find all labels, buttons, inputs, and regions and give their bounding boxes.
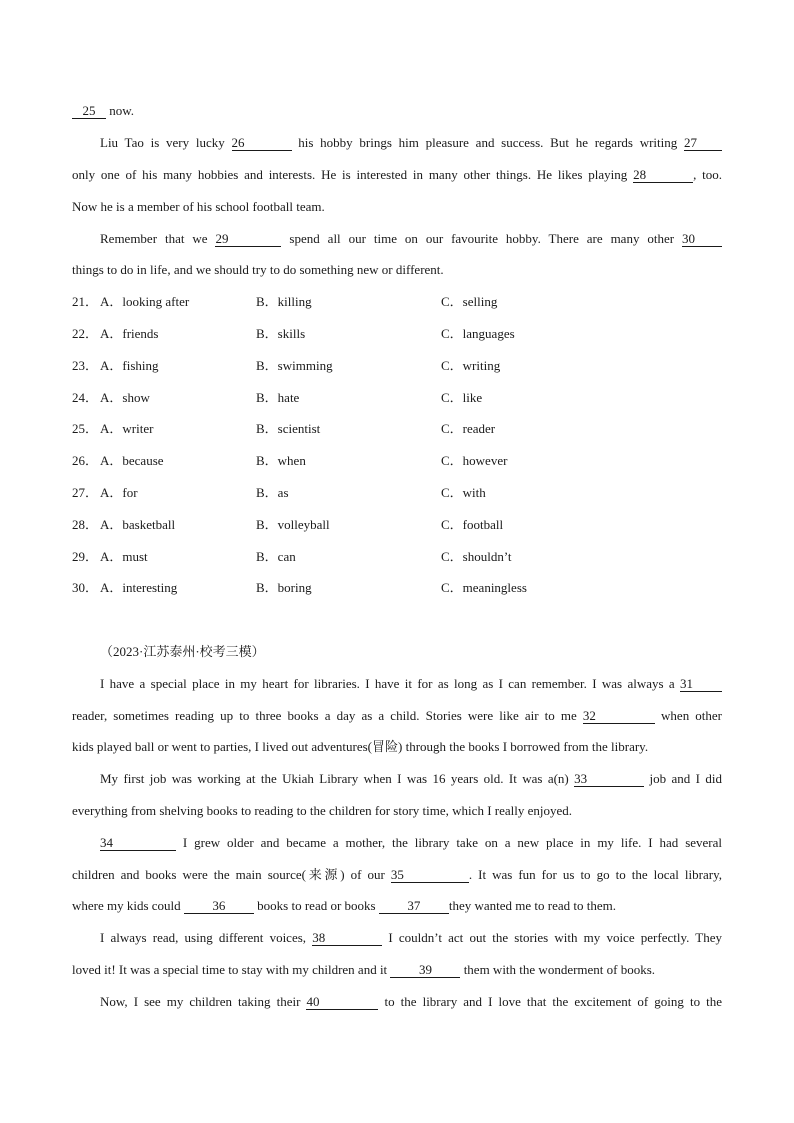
option-c[interactable]: C．reader: [441, 421, 496, 436]
blank-31[interactable]: 31: [680, 677, 722, 692]
question-26: 26． A．because B．when C．however: [72, 453, 508, 468]
passage2-line-2: reader, sometimes reading up to three books a day as a child. Stories were like air to me 32 when other: [72, 708, 723, 723]
passage2-line-11: Now, I see my children taking their 40 to the library and I love that the excitement of going to the: [100, 994, 722, 1009]
passage2-line-8: where my kids could 36 books to read or books 37 they wanted me to read to them.: [72, 898, 616, 913]
passage1-line-3: Now he is a member of his school football team.: [72, 199, 325, 214]
passage1-line-0: 25 now.: [72, 103, 722, 119]
source-label: （2023·江苏泰州·校考三模）: [100, 644, 265, 659]
option-c[interactable]: C．meaningless: [441, 580, 527, 595]
question-27: 27． A．for B．as C．with: [72, 485, 486, 500]
passage2-line-5: everything from shelving books to reading to the children for story time, which I really enjoyed.: [72, 803, 573, 818]
option-b[interactable]: B．boring: [256, 580, 312, 595]
option-c[interactable]: C．shouldn’t: [441, 549, 512, 564]
blank-33[interactable]: 33: [574, 772, 644, 787]
option-b[interactable]: B．swimming: [256, 358, 333, 373]
option-a[interactable]: A．friends: [100, 326, 159, 341]
question-29: 29． A．must B．can C．shouldn’t: [72, 549, 512, 564]
passage1-line-1: Liu Tao is very lucky 26 his hobby brings him pleasure and success. But he regards writing 27: [100, 135, 722, 151]
blank-34[interactable]: 34: [100, 836, 176, 851]
question-23: 23． A．fishing B．swimming C．writing: [72, 358, 501, 373]
passage2-line-3: kids played ball or went to parties, I lived out adventures(冒险) through the books I borrowed from the library.: [72, 739, 649, 754]
blank-39[interactable]: 39: [390, 963, 460, 978]
option-c[interactable]: C．like: [441, 390, 483, 405]
option-b[interactable]: B．can: [256, 549, 296, 564]
option-c[interactable]: C．however: [441, 453, 508, 468]
blank-27[interactable]: 27: [684, 136, 722, 151]
option-a[interactable]: A．fishing: [100, 358, 159, 373]
passage2-line-4: My first job was working at the Ukiah Library when I was 16 years old. It was a(n) 33 job and I did: [100, 771, 723, 786]
option-a[interactable]: A．for: [100, 485, 138, 500]
option-c[interactable]: C．writing: [441, 358, 501, 373]
blank-28[interactable]: 28: [633, 168, 693, 183]
passage1-line-5: things to do in life, and we should try to do something new or different.: [72, 262, 444, 277]
question-21: 21． A．looking after B．killing C．selling: [72, 294, 498, 309]
blank-26[interactable]: 26: [232, 136, 292, 151]
question-22: 22． A．friends B．skills C．languages: [72, 326, 515, 341]
option-a[interactable]: A．because: [100, 453, 164, 468]
option-c[interactable]: C．languages: [441, 326, 515, 341]
option-b[interactable]: B．as: [256, 485, 289, 500]
option-b[interactable]: B．volleyball: [256, 517, 330, 532]
option-a[interactable]: A．show: [100, 390, 150, 405]
option-a[interactable]: A．writer: [100, 421, 154, 436]
blank-32[interactable]: 32: [583, 709, 655, 724]
option-a[interactable]: A．basketball: [100, 517, 176, 532]
option-b[interactable]: B．killing: [256, 294, 312, 309]
option-c[interactable]: C．selling: [441, 294, 498, 309]
passage2-line-6: 34 I grew older and became a mother, the library take on a new place in my life. I had several: [100, 835, 722, 850]
passage2-line-9: I always read, using different voices, 38 I couldn’t act out the stories with my voice perfectly. They: [100, 930, 723, 945]
question-24: 24． A．show B．hate C．like: [72, 390, 483, 405]
blank-30[interactable]: 30: [682, 232, 722, 247]
blank-37[interactable]: 37: [379, 899, 449, 914]
passage1-line-4: Remember that we 29 spend all our time on our favourite hobby. There are many other 30: [100, 231, 722, 247]
option-a[interactable]: A．interesting: [100, 580, 178, 595]
option-b[interactable]: B．when: [256, 453, 306, 468]
option-c[interactable]: C．with: [441, 485, 486, 500]
blank-35[interactable]: 35: [391, 868, 469, 883]
passage2-line-7: children and books were the main source(来源) of our 35 . It was fun for us to go to the local library,: [72, 867, 722, 882]
question-25: 25． A．writer B．scientist C．reader: [72, 421, 496, 436]
question-30: 30． A．interesting B．boring C．meaningless: [72, 580, 527, 595]
option-a[interactable]: A．must: [100, 549, 148, 564]
passage2-line-1: I have a special place in my heart for libraries. I have it for as long as I can remember. I was always a 31: [100, 676, 722, 692]
passage2-line-10: loved it! It was a special time to stay with my children and it 39 them with the wonderment of books.: [72, 962, 656, 977]
blank-29[interactable]: 29: [215, 232, 281, 247]
option-b[interactable]: B．skills: [256, 326, 306, 341]
blank-36[interactable]: 36: [184, 899, 254, 914]
option-a[interactable]: A．looking after: [100, 294, 190, 309]
option-b[interactable]: B．hate: [256, 390, 300, 405]
blank-38[interactable]: 38: [312, 931, 382, 946]
option-b[interactable]: B．scientist: [256, 421, 321, 436]
question-28: 28． A．basketball B．volleyball C．football: [72, 517, 504, 532]
passage1-line-2: only one of his many hobbies and interests. He is interested in many other things. He likes playing 28 , too.: [72, 167, 722, 182]
blank-40[interactable]: 40: [306, 995, 378, 1010]
option-c[interactable]: C．football: [441, 517, 504, 532]
blank-25[interactable]: 25: [72, 104, 106, 119]
